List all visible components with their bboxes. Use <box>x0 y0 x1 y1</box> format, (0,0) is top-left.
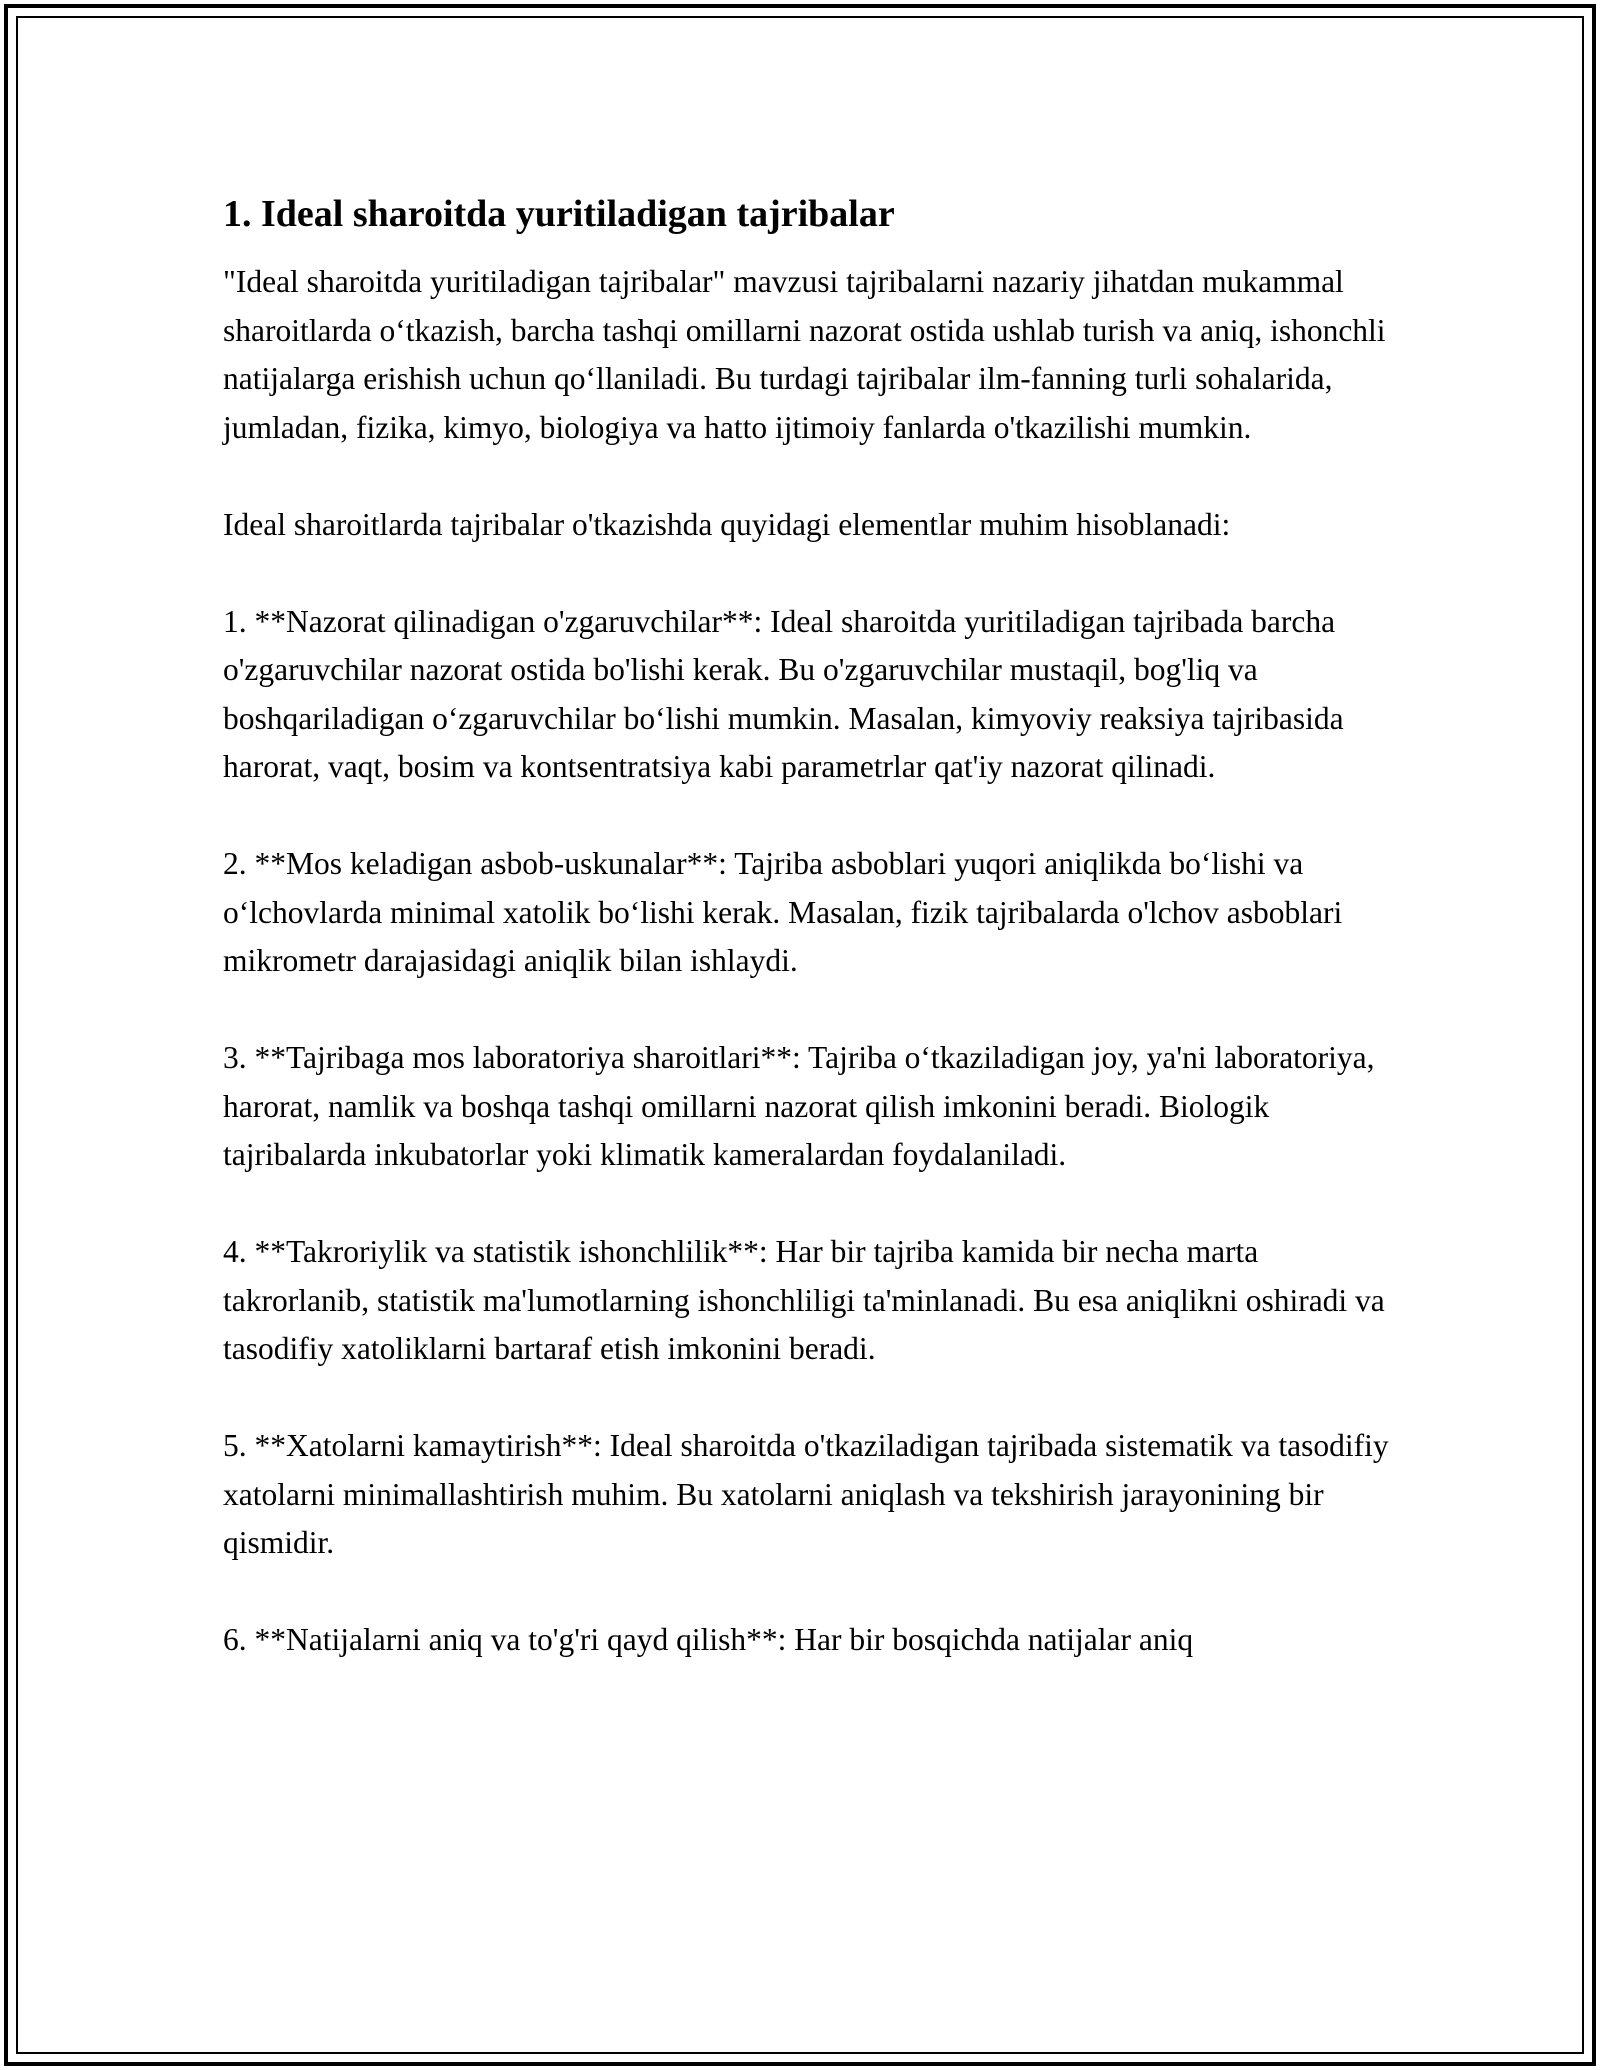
list-item-recording-results: 6. **Natijalarni aniq va to'g'ri qayd qilish**: Har bir bosqichda natijalar aniq <box>223 1622 1194 1657</box>
list-item-laboratory-conditions: 3. **Tajribaga mos laboratoriya sharoitlari**: Tajriba o‘tkaziladigan joy, ya'ni laboratoriya, harorat, namlik va boshqa tashqi omillarni nazorat qilish imkonini beradi. Biologik tajribalarda inkubatorlar yoki klimatik kameralardan foydalaniladi. <box>223 1040 1375 1172</box>
list-item-repeatability: 4. **Takroriylik va statistik ishonchlilik**: Har bir tajriba kamida bir necha marta takrorlanib, statistik ma'lumotlarning ishonchliligi ta'minlanadi. Bu esa aniqlikni oshiradi va tasodifiy xatoliklarni bartaraf etish imkonini beradi. <box>223 1234 1385 1366</box>
list-item-controlled-variables: 1. **Nazorat qilinadigan o'zgaruvchilar**: Ideal sharoitda yuritiladigan tajribada barcha o'zgaruvchilar nazorat ostida bo'lishi kerak. Bu o'zgaruvchilar mustaqil, bog'liq va boshqariladigan o‘zgaruvchilar bo‘lishi mumkin. Masalan, kimyoviy reaksiya tajribasida harorat, vaqt, bosim va kontsentratsiya kabi parametrlar qat'iy nazorat qilinadi. <box>223 603 1344 784</box>
intro-paragraph: "Ideal sharoitda yuritiladigan tajribalar" mavzusi tajribalarni nazariy jihatdan mukammal sharoitlarda o‘tkazish, barcha tashqi omillarni nazorat ostida ushlab turish va aniq, ishonchli natijalarga erishish uchun qo‘llaniladi. Bu turdagi tajribalar ilm-fanning turli sohalarida, jumladan, fizika, kimyo, biologiya va hatto ijtimoiy fanlarda o'tkazilishi mumkin. <box>223 264 1386 445</box>
section-heading: 1. Ideal sharoitda yuritiladigan tajribalar <box>223 193 895 235</box>
elements-intro-paragraph: Ideal sharoitlarda tajribalar o'tkazishda quyidagi elementlar muhim hisoblanadi: <box>223 506 1231 542</box>
list-item-error-reduction: 5. **Xatolarni kamaytirish**: Ideal sharoitda o'tkaziladigan tajribada sistematik va tasodifiy xatolarni minimallashtirish muhim. Bu xatolarni aniqlash va tekshirish jarayonining bir qismidir. <box>223 1428 1389 1560</box>
document-body <box>223 190 1393 1713</box>
list-item-equipment: 2. **Mos keladigan asbob-uskunalar**: Tajriba asboblari yuqori aniqlikda bo‘lishi va o‘lchovlarda minimal xatolik bo‘lishi kerak. Masalan, fizik tajribalarda o'lchov asboblari mikrometr darajasidagi aniqlik bilan ishlaydi. <box>223 846 1343 978</box>
